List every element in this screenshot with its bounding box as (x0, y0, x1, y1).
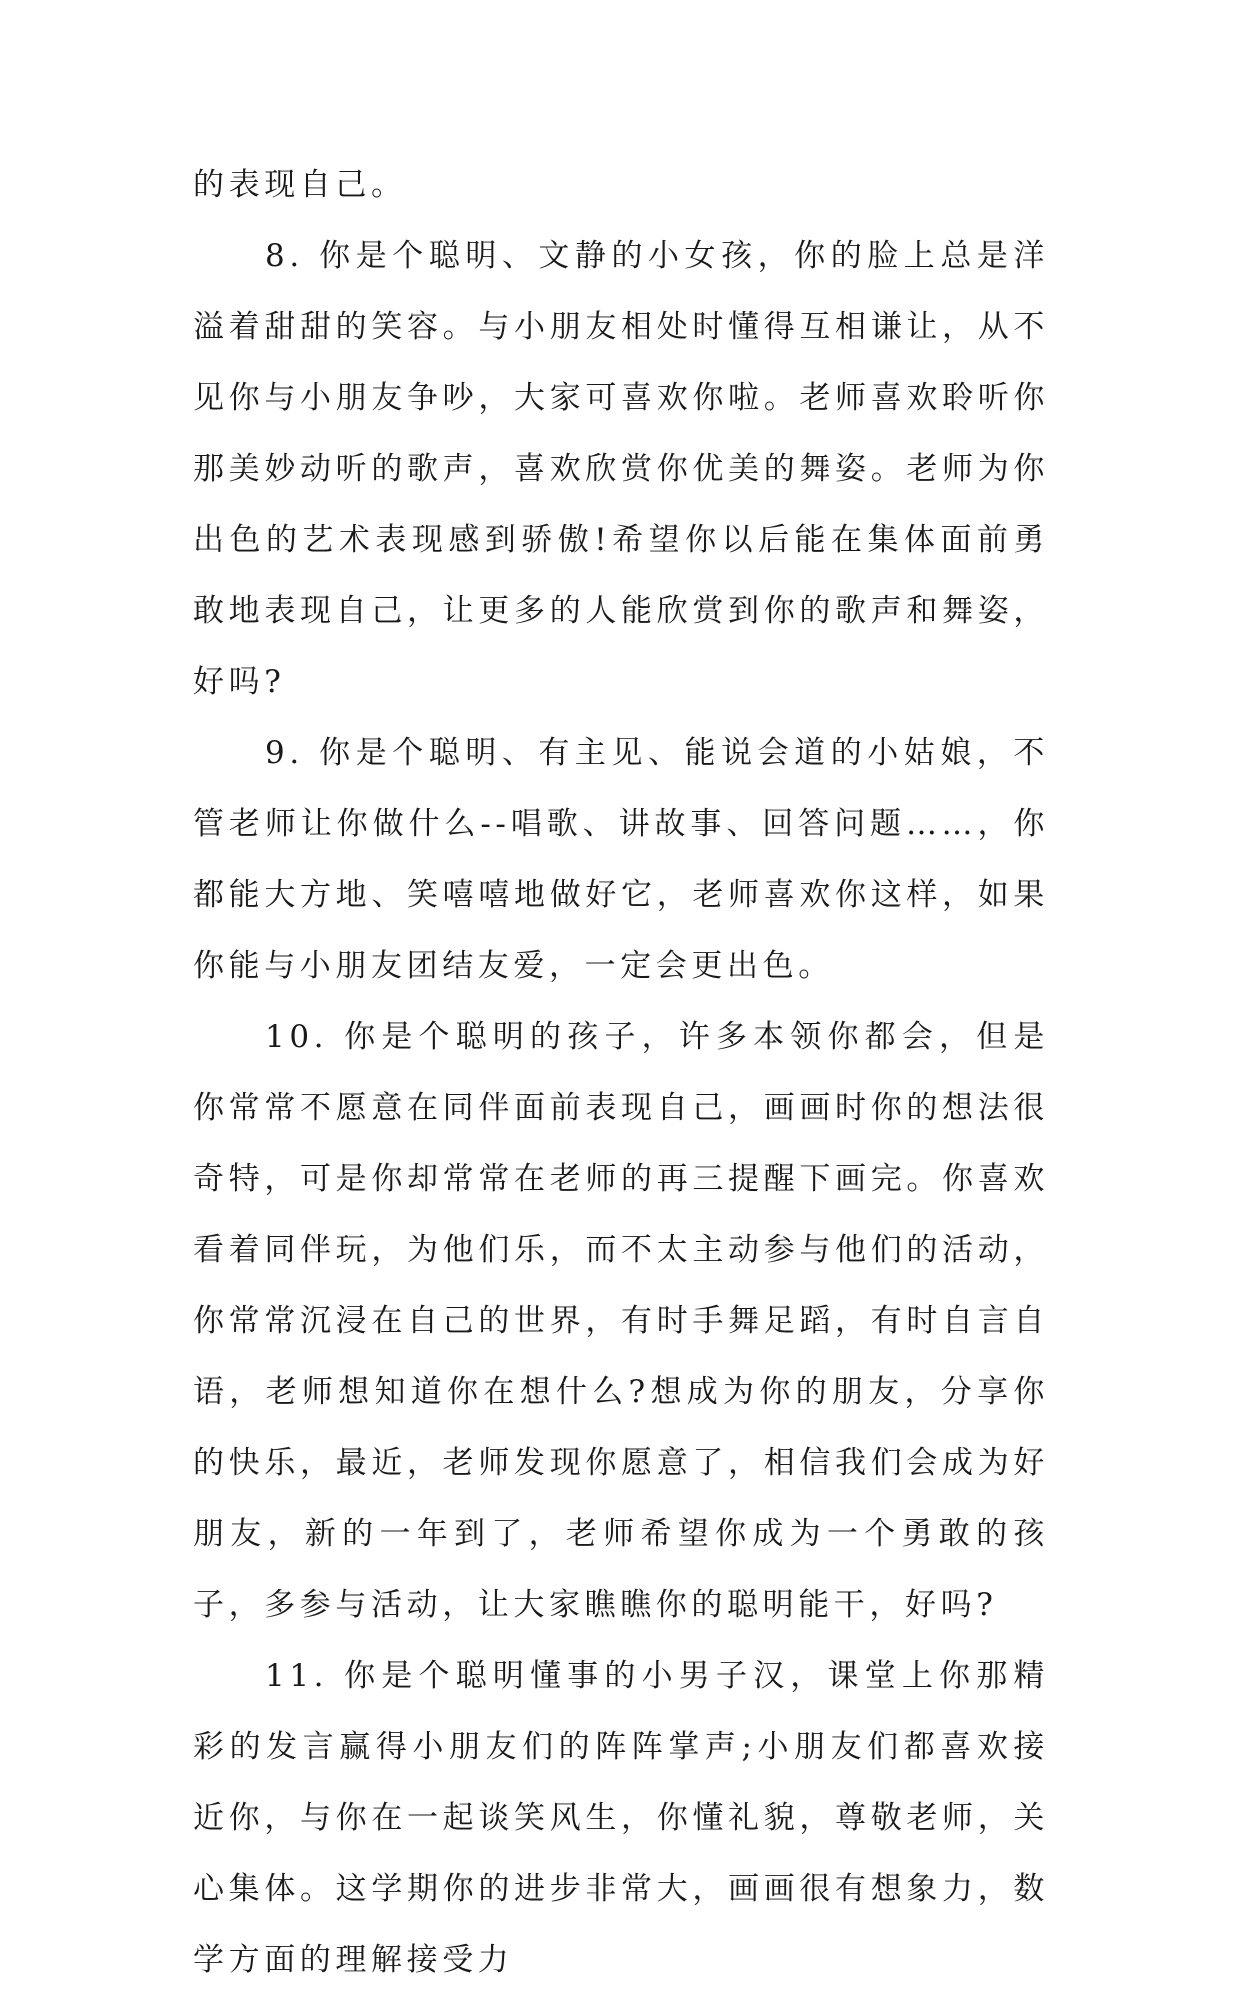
document-body (193, 150, 1049, 1996)
paragraph-item-10: 10. 你是个聪明的孩子，许多本领你都会，但是你常常不愿意在同伴面前表现自己，画画时你的想法很奇特，可是你却常常在老师的再三提醒下画完。你喜欢看着同伴玩，为他们乐，而不太主动参与他们的活动，你常常沉浸在自己的世界，有时手舞足蹈，有时自言自语，老师想知道你在想什么?想成为你的朋友，分享你的快乐，最近，老师发现你愿意了，相信我们会成为好朋友，新的一年到了，老师希望你成为一个勇敢的孩子，多参与活动，让大家瞧瞧你的聪明能干，好吗? (193, 1019, 1049, 1623)
paragraph-continued: 的表现自己。 (193, 167, 407, 203)
paragraph-item-11: 11. 你是个聪明懂事的小男子汉，课堂上你那精彩的发言赢得小朋友们的阵阵掌声;小朋友们都喜欢接近你，与你在一起谈笑风生，你懂礼貌，尊敬老师，关心集体。这学期你的进步非常大，画画很有想象力，数学方面的理解接受力 (193, 1658, 1049, 1978)
paragraph-item-9: 9. 你是个聪明、有主见、能说会道的小姑娘，不管老师让你做什么--唱歌、讲故事、回答问题……，你都能大方地、笑嘻嘻地做好它，老师喜欢你这样，如果你能与小朋友团结友爱，一定会更出色。 (193, 735, 1049, 984)
paragraph-item-8: 8. 你是个聪明、文静的小女孩，你的脸上总是洋溢着甜甜的笑容。与小朋友相处时懂得互相谦让，从不见你与小朋友争吵，大家可喜欢你啦。老师喜欢聆听你那美妙动听的歌声，喜欢欣赏你优美的舞姿。老师为你出色的艺术表现感到骄傲!希望你以后能在集体面前勇敢地表现自己，让更多的人能欣赏到你的歌声和舞姿，好吗? (193, 238, 1049, 700)
